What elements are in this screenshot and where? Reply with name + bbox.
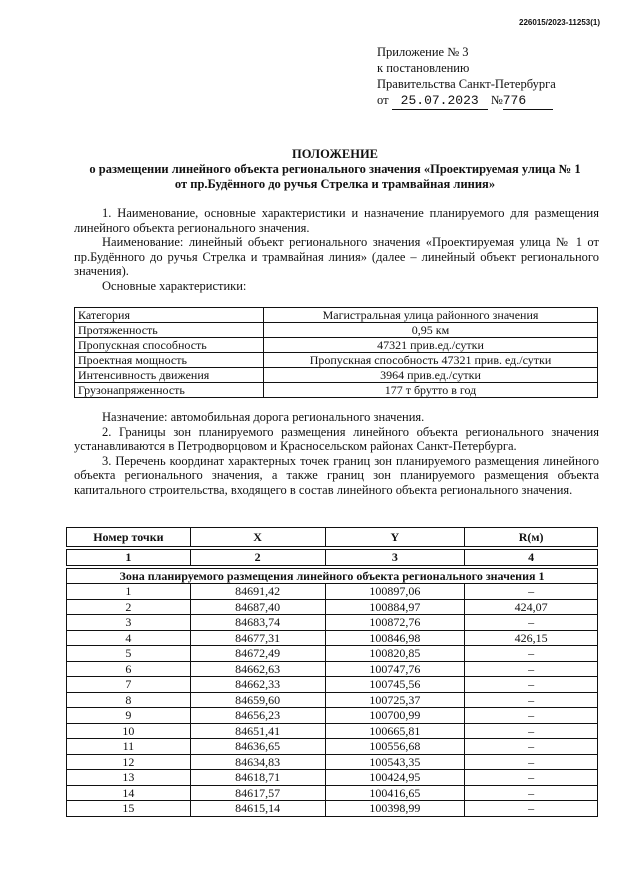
point-number: 1 [67, 584, 191, 600]
radius: – [465, 754, 598, 770]
characteristic-label: Проектная мощность [75, 353, 264, 368]
y-coordinate: 100556,68 [325, 739, 465, 755]
radius: 424,07 [465, 599, 598, 615]
point-number: 13 [67, 770, 191, 786]
coordinate-row [67, 646, 598, 662]
section-1-heading: 1. Наименование, основные характеристики и назначение планируемого для размещения линейного объекта регионального значения. [74, 206, 599, 235]
appendix-line-3: Правительства Санкт-Петербурга [377, 77, 556, 91]
handwritten-date: 25.07.2023 [392, 93, 488, 110]
characteristic-label: Грузонапряженность [75, 383, 264, 398]
x-coordinate: 84636,65 [190, 739, 325, 755]
header-point-number: Номер точки [67, 528, 191, 547]
x-coordinate: 84662,33 [190, 677, 325, 693]
header-radius: R(м) [465, 528, 598, 547]
appendix-date-line [377, 92, 556, 110]
characteristics-table [74, 307, 598, 398]
point-number: 5 [67, 646, 191, 662]
y-coordinate: 100846,98 [325, 630, 465, 646]
point-number: 2 [67, 599, 191, 615]
characteristic-row [75, 353, 598, 368]
y-coordinate: 100745,56 [325, 677, 465, 693]
x-coordinate: 84662,63 [190, 661, 325, 677]
header-y: Y [325, 528, 465, 547]
column-number-4: 4 [465, 550, 598, 566]
point-number: 3 [67, 615, 191, 631]
point-number: 9 [67, 708, 191, 724]
radius: – [465, 584, 598, 600]
header-x: X [190, 528, 325, 547]
x-coordinate: 84656,23 [190, 708, 325, 724]
characteristic-value: 3964 прив.ед./сутки [264, 368, 598, 383]
column-numbers-row [67, 550, 598, 566]
radius: – [465, 646, 598, 662]
radius: – [465, 801, 598, 817]
radius: – [465, 708, 598, 724]
x-coordinate: 84634,83 [190, 754, 325, 770]
coordinate-row [67, 599, 598, 615]
coordinate-row [67, 584, 598, 600]
point-number: 6 [67, 661, 191, 677]
x-coordinate: 84687,40 [190, 599, 325, 615]
coordinate-row [67, 692, 598, 708]
radius: – [465, 723, 598, 739]
title-line-2: от пр.Будённого до ручья Стрелка и трамвайная линия» [174, 177, 496, 191]
x-coordinate: 84677,31 [190, 630, 325, 646]
purpose-paragraph: Назначение: автомобильная дорога регионального значения. [102, 410, 425, 424]
y-coordinate: 100897,06 [325, 584, 465, 600]
column-number-1: 1 [67, 550, 191, 566]
y-coordinate: 100884,97 [325, 599, 465, 615]
characteristic-label: Протяженность [75, 323, 264, 338]
point-number: 8 [67, 692, 191, 708]
point-number: 10 [67, 723, 191, 739]
y-coordinate: 100543,35 [325, 754, 465, 770]
radius: 426,15 [465, 630, 598, 646]
x-coordinate: 84651,41 [190, 723, 325, 739]
coordinate-row [67, 739, 598, 755]
coordinate-row [67, 708, 598, 724]
coordinate-row [67, 801, 598, 817]
appendix-block [377, 44, 556, 110]
point-number: 15 [67, 801, 191, 817]
y-coordinate: 100725,37 [325, 692, 465, 708]
y-coordinate: 100416,65 [325, 785, 465, 801]
y-coordinate: 100424,95 [325, 770, 465, 786]
point-number: 12 [67, 754, 191, 770]
coordinates-header-row [67, 528, 598, 547]
y-coordinate: 100747,76 [325, 661, 465, 677]
coordinate-row [67, 770, 598, 786]
zone-title-row [67, 568, 598, 584]
zone-title: Зона планируемого размещения линейного объекта регионального значения 1 [67, 568, 598, 584]
section-3-paragraph: 3. Перечень координат характерных точек границ зон планируемого размещения линейного объекта регионального значения, а также границ зон планируемого размещения объекта капитального строительства, входящего в состав линейного объекта регионального значения. [74, 453, 599, 497]
coordinate-row [67, 677, 598, 693]
radius: – [465, 661, 598, 677]
characteristic-value: 0,95 км [264, 323, 598, 338]
x-coordinate: 84691,42 [190, 584, 325, 600]
point-number: 4 [67, 630, 191, 646]
characteristic-row [75, 368, 598, 383]
characteristic-value: 177 т брутто в год [264, 383, 598, 398]
x-coordinate: 84618,71 [190, 770, 325, 786]
characteristic-row [75, 338, 598, 353]
section-1-block [74, 206, 599, 293]
characteristic-row [75, 308, 598, 323]
radius: – [465, 615, 598, 631]
coordinate-row [67, 630, 598, 646]
coordinate-row [67, 661, 598, 677]
characteristic-value: Пропускная способность 47321 прив. ед./сутки [264, 353, 598, 368]
radius: – [465, 770, 598, 786]
x-coordinate: 84615,14 [190, 801, 325, 817]
coordinate-row [67, 723, 598, 739]
number-label: № [490, 93, 503, 107]
y-coordinate: 100700,99 [325, 708, 465, 724]
document-registration-number: 226015/2023-11253(1) [519, 18, 600, 27]
main-characteristics-label: Основные характеристики: [102, 278, 247, 293]
appendix-line-2: к постановлению [377, 61, 470, 75]
radius: – [465, 785, 598, 801]
section-2-paragraph: 2. Границы зон планируемого размещения линейного объекта регионального значения устанавливаются в Петродворцовом и Красносельском районах Санкт-Петербурга. [74, 424, 599, 453]
characteristic-label: Категория [75, 308, 264, 323]
y-coordinate: 100665,81 [325, 723, 465, 739]
point-number: 14 [67, 785, 191, 801]
x-coordinate: 84617,57 [190, 785, 325, 801]
x-coordinate: 84683,74 [190, 615, 325, 631]
characteristic-label: Интенсивность движения [75, 368, 264, 383]
coordinates-table [66, 527, 598, 817]
characteristic-value: Магистральная улица районного значения [264, 308, 598, 323]
from-label: от [377, 93, 389, 107]
coordinate-row [67, 785, 598, 801]
column-number-2: 2 [190, 550, 325, 566]
column-number-3: 3 [325, 550, 465, 566]
title-line-1: о размещении линейного объекта регионального значения «Проектируемая улица № 1 [89, 162, 581, 176]
title-heading: ПОЛОЖЕНИЕ [291, 147, 379, 161]
handwritten-number: 776 [503, 93, 553, 110]
characteristic-value: 47321 прив.ед./сутки [264, 338, 598, 353]
radius: – [465, 692, 598, 708]
y-coordinate: 100820,85 [325, 646, 465, 662]
characteristic-row [75, 323, 598, 338]
y-coordinate: 100872,76 [325, 615, 465, 631]
point-number: 7 [67, 677, 191, 693]
x-coordinate: 84659,60 [190, 692, 325, 708]
coordinate-row [67, 754, 598, 770]
x-coordinate: 84672,49 [190, 646, 325, 662]
coordinate-row [67, 615, 598, 631]
y-coordinate: 100398,99 [325, 801, 465, 817]
characteristic-label: Пропускная способность [75, 338, 264, 353]
sections-2-3-block [74, 410, 599, 497]
object-name-paragraph: Наименование: линейный объект регионального значения «Проектируемая улица № 1 от пр.Будённого до ручья Стрелка и трамвайная линия» (далее – линейный объект регионального значения). [74, 235, 599, 278]
characteristic-row [75, 383, 598, 398]
appendix-line-1: Приложение № 3 [377, 45, 469, 59]
radius: – [465, 739, 598, 755]
point-number: 11 [67, 739, 191, 755]
document-title [60, 147, 610, 192]
radius: – [465, 677, 598, 693]
